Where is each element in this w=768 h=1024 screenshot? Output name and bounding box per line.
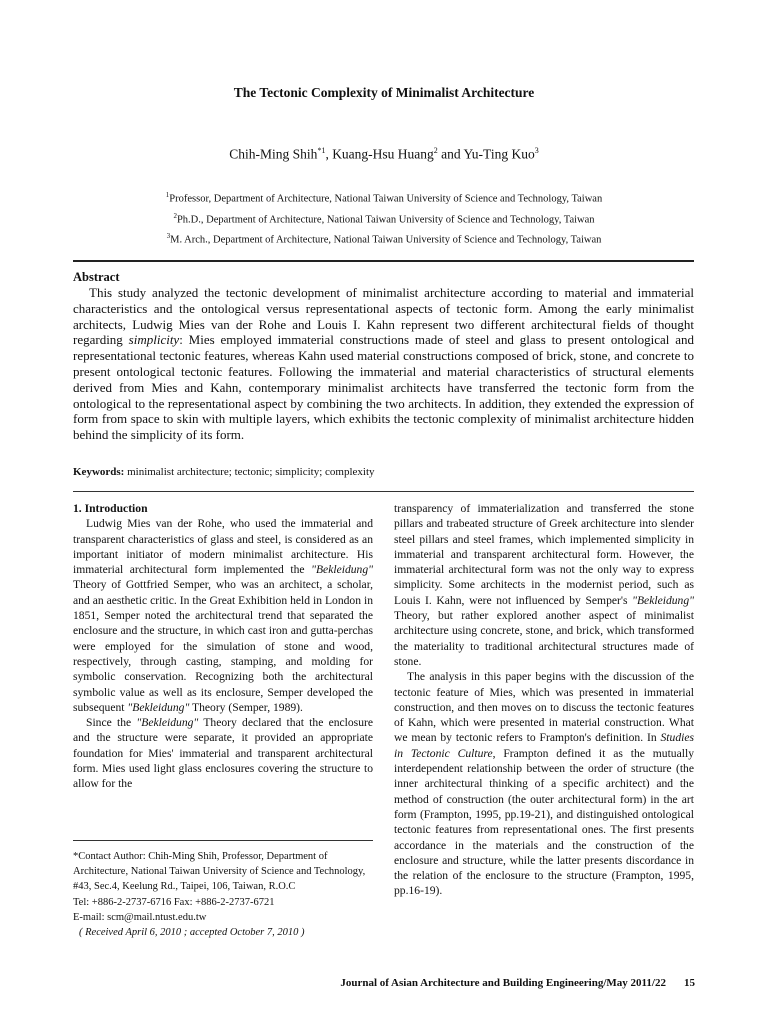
author-mark: *1 xyxy=(317,146,326,155)
author-name: Kuang-Hsu Huang xyxy=(332,146,434,162)
received-dates: ( Received April 6, 2010 ; accepted October 7, 2010 ) xyxy=(79,927,305,939)
paragraph xyxy=(394,501,694,669)
paragraph-text: Theory declared that the enclosure and the structure were separate, it provided an appropriate foundation for Mies' immaterial and transparent architectural form. Mies used light glass enclosures covering the structure to allow for the xyxy=(73,716,373,791)
affiliation-1 xyxy=(0,187,768,208)
contact-email: E-mail: scm@mail.ntust.edu.tw xyxy=(73,911,207,923)
author-separator: , xyxy=(325,146,333,162)
abstract-text xyxy=(73,285,694,443)
affiliation-text: Professor, Department of Architecture, National Taiwan University of Science and Technology, Taiwan xyxy=(169,193,603,205)
italic-term: "Bekleidung" xyxy=(136,716,199,730)
italic-term: "Bekleidung" xyxy=(311,563,373,577)
abstract-bottom-rule xyxy=(73,491,694,492)
section-heading: 1. Introduction xyxy=(73,502,148,515)
affiliation-number: 3 xyxy=(166,232,171,240)
author-name: Chih-Ming Shih xyxy=(229,146,318,162)
abstract-text-part: This study analyzed the tectonic development of minimalist architecture according to material and immaterial characteristics and the ontological versus representational aspects of tectonic form. Among the early minimalist architects, Ludwig Mies van der Rohe and Louis I. Kahn represent two different architectural fields of thought regarding xyxy=(73,285,694,348)
author-mark: 3 xyxy=(534,146,539,155)
paragraph-text: , Frampton defined it as the mutually interdependent relationship between the order of structure (the inner architectural thinking of a specific architect) and the method of construction (the outer architectural form) in the art form (Frampton, 1995, pp.19-21), and distinguished ontological tectonic features from representational ones. The first presents accordance in the materials and the construction of the enclosure and structure, while the latter presents discordance in the relation of the enclosure to the structure (Frampton, 1995, pp.16-19). xyxy=(394,746,694,898)
keywords-text: minimalist architecture; tectonic; simplicity; complexity xyxy=(127,466,375,478)
paragraph xyxy=(73,715,373,791)
affiliation-2 xyxy=(0,208,768,229)
italic-term: Studies in Tectonic Culture xyxy=(394,731,694,760)
paper-title: The Tectonic Complexity of Minimalist Architecture xyxy=(233,85,535,100)
contact-footnote xyxy=(73,849,373,940)
paragraph xyxy=(394,669,694,898)
affiliations xyxy=(0,187,768,249)
contact-text: *Contact Author: Chih-Ming Shih, Professor, Department of Architecture, National Taiwan University of Science and Technology, #43, Sec.4, Keelung Rd., Taipei, 106, Taiwan, R.O.C xyxy=(73,851,366,893)
paragraph xyxy=(73,516,373,715)
author-line xyxy=(0,146,768,163)
page-number: 15 xyxy=(684,977,695,989)
affiliation-text: M. Arch., Department of Architecture, National Taiwan University of Science and Technology, Taiwan xyxy=(170,234,602,246)
abstract-text-part: : Mies employed immaterial constructions made of steel and glass to present ontological and representational tectonic features, whereas Kahn used material constructions composed of brick, stone, and concrete to present ontological tectonic features. Following the immaterial and material characteristics of structural elements derived from Mies and Kahn, contemporary minimalist architects have transferred the tectonic form from the ontological to the representational aspect by combining the two architects. In addition, they extended the expression of form from space to skin with multiple layers, which exhibits the tectonic complexity of minimalist architecture hidden behind the simplicity of its form. xyxy=(73,332,695,443)
author-mark: 2 xyxy=(433,146,438,155)
keywords-line xyxy=(73,466,375,478)
author-separator: and xyxy=(437,146,464,162)
paragraph-text: Theory (Semper, 1989). xyxy=(189,700,303,714)
keywords-label: Keywords: xyxy=(73,466,125,478)
affiliation-3 xyxy=(0,228,768,249)
affiliation-number: 2 xyxy=(173,211,177,220)
italic-term: "Bekleidung" xyxy=(127,700,190,714)
paragraph-text: Theory, but rather explored another aspect of minimalist architecture using concrete, stone, and brick, which transformed the materiality to traditional architectural structures made of stone. xyxy=(394,609,694,668)
paragraph-text: Theory of Gottfried Semper, who was an architect, a scholar, and an aesthetic critic. In the Great Exhibition held in London in 1851, Semper noted the architectural trend that separated the enclosure and the structure, in which cast iron and gutta-perchas were employed for the simulation of stone and wood, respectively, through casting, stamping, and molding for symbolic conservation. Recognizing both the architectural symbolic value as well as its enclosure, Semper developed the subsequent xyxy=(73,578,373,714)
journal-citation: Journal of Asian Architecture and Building Engineering/May 2011/22 xyxy=(340,977,666,989)
affiliation-text: Ph.D., Department of Architecture, National Taiwan University of Science and Technology, Taiwan xyxy=(176,214,595,225)
author-name: Yu-Ting Kuo xyxy=(463,146,535,162)
contact-phone: Tel: +886-2-2737-6716 Fax: +886-2-2737-6721 xyxy=(73,896,275,908)
paragraph-text: Since the xyxy=(86,716,137,730)
abstract-top-rule xyxy=(73,260,694,262)
paragraph-text: transparency of immaterialization and transferred the stone pillars and trabeated structure of Greek architecture into slender steel pillars and steel frames, which implemented simplicity in immaterial and transparent architectural form. However, the immaterial architectural form was not the only way to express simplicity. Some architects in the modernist period, such as Louis I. Kahn, were not influenced by Semper's xyxy=(394,502,694,607)
footnote-rule xyxy=(73,840,373,841)
right-column xyxy=(394,501,694,899)
italic-term: "Bekleidung" xyxy=(632,593,694,607)
affiliation-number: 1 xyxy=(165,191,170,199)
page-footer xyxy=(313,977,695,989)
abstract-italic-term: simplicity xyxy=(128,332,180,348)
paragraph-text: Ludwig Mies van der Rohe, who used the immaterial and transparent characteristics of glass and steel, is considered as an important initiator of modern minimalist architecture. His immaterial architectural form implemented the xyxy=(73,517,373,577)
abstract-heading: Abstract xyxy=(73,270,120,284)
left-column xyxy=(73,501,373,792)
paragraph-text: The analysis in this paper begins with the discussion of the tectonic feature of Mies, which was presented in immaterial construction, and then moves on to discuss the tectonic features of Kahn, which were presented in material construction. What we mean by tectonic refers to Frampton's definition. In xyxy=(394,670,694,745)
